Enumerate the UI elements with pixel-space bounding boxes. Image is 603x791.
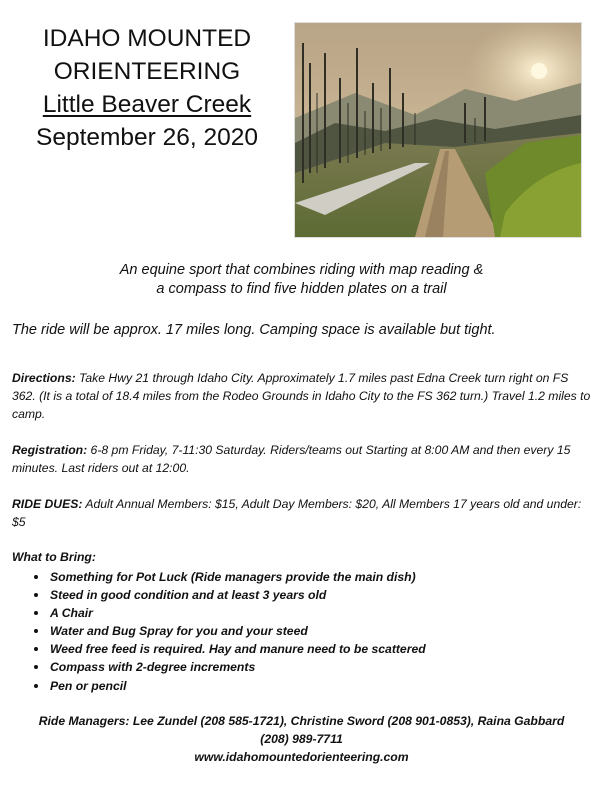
- ride-length-note: The ride will be approx. 17 miles long. Camping space is available but tight.: [12, 322, 496, 338]
- trail-photo-graphic: [295, 23, 581, 237]
- title-line-org-2: ORIENTEERING: [53, 58, 241, 85]
- list-item: Weed free feed is required. Hay and manure need to be scattered: [12, 640, 426, 658]
- what-to-bring-heading: What to Bring:: [12, 550, 96, 564]
- directions-text: Take Hwy 21 through Idaho City. Approximately 1.7 miles past Edna Creek turn right on FS 362. (It is a total of 18.4 miles from the Rodeo Grounds in Idaho City to the FS 362 turn.) Travel 1.2 miles to camp.: [12, 371, 591, 421]
- list-item: Something for Pot Luck (Ride managers provide the main dish): [12, 568, 426, 586]
- directions-label: Directions:: [12, 371, 76, 385]
- event-title: [18, 22, 276, 154]
- registration-section: [12, 441, 592, 477]
- title-date: September 26, 2020: [35, 124, 259, 151]
- ride-dues-section: [12, 495, 592, 531]
- list-item: Water and Bug Spray for you and your steed: [12, 622, 426, 640]
- registration-text: 6-8 pm Friday, 7-11:30 Saturday. Riders/teams out Starting at 8:00 AM and then every 15 minutes. Last riders out at 12:00.: [12, 443, 571, 475]
- directions-section: [12, 369, 592, 423]
- what-to-bring-list: [12, 568, 426, 695]
- list-item: A Chair: [12, 604, 426, 622]
- ride-managers-line-1: Ride Managers: Lee Zundel (208 585-1721), Christine Sword (208 901-0853), Raina Gabbard: [38, 714, 565, 728]
- ride-managers-line-2: (208) 989-7711: [260, 732, 343, 746]
- tagline-line-2: a compass to find five hidden plates on a trail: [156, 281, 447, 297]
- list-item: Pen or pencil: [12, 677, 426, 695]
- title-line-org-1: IDAHO MOUNTED: [42, 25, 252, 52]
- list-item: Compass with 2-degree increments: [12, 658, 426, 676]
- sport-description: [0, 261, 603, 299]
- title-location: Little Beaver Creek: [42, 91, 252, 118]
- registration-label: Registration:: [12, 443, 88, 457]
- ride-dues-label: RIDE DUES:: [12, 497, 83, 511]
- trail-photo: [294, 22, 582, 238]
- ride-dues-text: Adult Annual Members: $15, Adult Day Members: $20, All Members 17 years old and under: $5: [12, 497, 582, 529]
- website-link[interactable]: www.idahomountedorienteering.com: [194, 750, 409, 764]
- tagline-line-1: An equine sport that combines riding with map reading &: [119, 262, 484, 278]
- ride-managers-section: [0, 712, 603, 766]
- list-item: Steed in good condition and at least 3 years old: [12, 586, 426, 604]
